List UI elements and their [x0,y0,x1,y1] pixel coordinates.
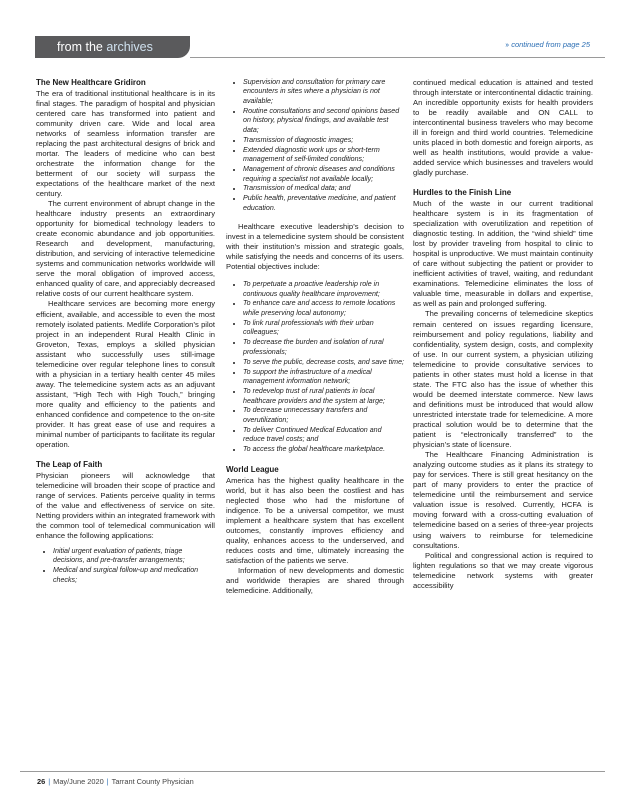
objectives-list [226,280,404,455]
paragraph: The era of traditional institutional healthcare is in its final stages. The paradigm of hospital and physician centered care has transformed into patient and community driven care. Wide and local area networks of seamless information transfer are replacing the past architectural designs of brick and mortar. The leaders of medicine who can best orchestrate the information change for the betterment of our society will surpass the expectations of the healthcare market of the next century. [36,88,215,198]
column-3 [413,78,593,591]
page-number: 26 [37,777,46,786]
list-item: • Extended diagnostic work ups or short-term management of self-limited conditions; [243,146,404,165]
paragraph: America has the highest quality healthcare in the world, but it has also been the costliest and has neglected those who had the misfortune of indigence. To be a universal competitor, we must implement a healthcare system that has excellent outcomes, constantly improves efficiency and quality, enhances access to the underserved, and reduces costs and time, ultimately increasing the satisfaction of the patients we serve. [226,475,404,566]
issue-date: May/June 2020 [53,777,104,786]
applications-list [36,547,215,585]
publication-name: Tarrant County Physician [111,777,194,786]
heading-healthcare-gridiron: The New Healthcare Gridiron [36,78,146,87]
paragraph: Healthcare services are becoming more energy efficient, available, and accessible to even the most remotely isolated patients. Medlife Corporation’s pilot project in an independent Rural Health Clinic in Groveton, Texas, employs a skilled physician assistant who successfully uses still-image telemedicine over regular telephone lines to consult with a physician in a tertiary health center 45 miles away. The telemedicine system acts as an adjuvant assistant, “High Tech with High Touch,” bringing more quality and efficiency to the patients and enhanced confidence and competence to the on-site provider. It has great ease of use and requires a minimal number of participants to facilitate its regular operation. [36,299,215,450]
list-item: • To decrease unnecessary transfers and overutilization; [243,406,404,425]
heading-world-league: World League [226,465,279,475]
list-item: • Initial urgent evaluation of patients, triage decisions, and pre-transfer arrangements; [53,547,215,566]
column-1 [36,78,215,586]
paragraph: The current environment of abrupt change in the healthcare industry presents an extraordinary opportunity for biomedical technology leaders to create economic abundance and job opportunities. Research and development, manufacturing, distribution, and servicing of interactive telemedicine systems and communication networks worldwide will serve the moral obligation of improved access, enhanced quality of care, and appreciably decreased relative costs of our current healthcare system. [36,199,215,299]
list-item: • To link rural professionals with their urban colleagues; [243,319,404,338]
list-item: • To perpetuate a proactive leadership role in continuous quality healthcare improvement; [243,280,404,299]
paragraph: Physician pioneers will acknowledge that telemedicine will broaden their scope of practice and range of services. Patients perceive quality in terms of the value and effectiveness of service on site. Netting providers within an integrated framework with the common tool of telemedical communication will enhance the following applications: [36,470,215,540]
list-item: • To enhance care and access to remote locations while preserving local autonomy; [243,299,404,318]
paragraph: The Healthcare Financing Administration is analyzing outcome studies as it plans its strategy to pay for services. There is still great hesitancy on the part of many providers to enter the practice of telemedicine until the reimbursement and service valuation issue is resolved. Currently, HCFA is moving forward with a cross-cutting evaluation of telemedicine based on a series of three-year projects using waivers to reimburse for telemedicine consultations. [413,450,593,550]
list-item: • To deliver Continued Medical Education and reduce travel costs; and [243,426,404,445]
paragraph: Information of new developments and domestic and worldwide therapies are shared through telemedicine. Additionally, [226,566,404,596]
paragraph: The prevailing concerns of telemedicine skeptics remain centered on issues regarding licensure, reimbursement and policy regulations, liability and confidentiality, system design, costs, and complexity of use. In our current system, a physician utilizing telemedicine to provide consultative services to patients in other states must hold a license in that state. The FTC also has the issue of whether this would be deemed interstate commerce. New laws and definitions must be introduced that would allow unrestricted interstate trade for telemedicine. A more practical solution would be to determine that the patient is “electronically transferred” to the physician’s state of licensure. [413,309,593,450]
list-item: • To decrease the burden and isolation of rural professionals; [243,338,404,357]
list-item: • Medical and surgical follow-up and medication checks; [53,566,215,585]
list-item: • Management of chronic diseases and conditions requiring a specialist not available locally; [243,165,404,184]
list-item: • Routine consultations and second opinions based on history, physical findings, and available test data; [243,107,404,135]
page-footer [37,777,194,786]
continued-note [505,40,590,49]
double-chevron-right-icon: ›› [505,40,509,49]
column-2 [226,78,404,596]
continued-text: continued from page 25 [511,40,590,49]
applications-list-continued [226,78,404,213]
footer-divider [20,771,605,772]
section-header-tab [35,36,190,58]
section-title-plain: from the [57,40,107,54]
heading-hurdles: Hurdles to the Finish Line [413,188,512,198]
paragraph: Healthcare executive leadership’s decision to invest in a telemedicine system should be consistent with their institution’s mission and strategic goals, while satisfying the needs and concerns of its users. Potential objectives include: [226,221,404,272]
list-item: • Public health, preventative medicine, and patient education. [243,194,404,213]
list-item: • Supervision and consultation for primary care encounters in sites where a physician is not available; [243,78,404,106]
heading-leap-of-faith: The Leap of Faith [36,460,103,470]
footer-separator: | [106,777,109,786]
list-item: • Transmission of diagnostic images; [243,136,404,145]
paragraph: Much of the waste in our current traditional healthcare system is in its fragmentation of specialization with overutilization and repetition of diagnostic testing. In addition, the “wind shield” time lost by provider traveling from hospital to clinic to hospital is unproductive. We must maintain continuity of care without subjecting the patient or provider to inefficient activities of travel, waiting, and redundant examinations. Telemedicine eliminates the loss of valuable time, measurable in dollars and expertise, as well as pain and prolonged suffering. [413,198,593,309]
list-item: • To access the global healthcare marketplace. [243,445,404,454]
list-item: • To serve the public, decrease costs, and save time; [243,358,404,367]
list-item: • To support the infrastructure of a medical management information network; [243,368,404,387]
list-item: • Transmission of medical data; and [243,184,404,193]
section-title-accent: archives [106,40,153,54]
footer-separator: | [48,777,51,786]
paragraph: continued medical education is attained and tested through interstate or intercontinental didactic training. An incredible opportunity exists for health providers to be readily available and ON CALL to intercontinental business travelers who may become ill in foreign and third world countries. Telemedicine units placed in both domestic and foreign airports, as well as health institutions, would provide a value-added service which businesses and travelers would gladly purchase. [413,78,593,178]
list-item: • To redevelop trust of rural patients in local healthcare providers and the system at large; [243,387,404,406]
header-divider [190,57,605,58]
paragraph: Political and congressional action is required to lighten regulations so that we may create vigorous telemedicine network systems with greater accessibility [413,550,593,590]
